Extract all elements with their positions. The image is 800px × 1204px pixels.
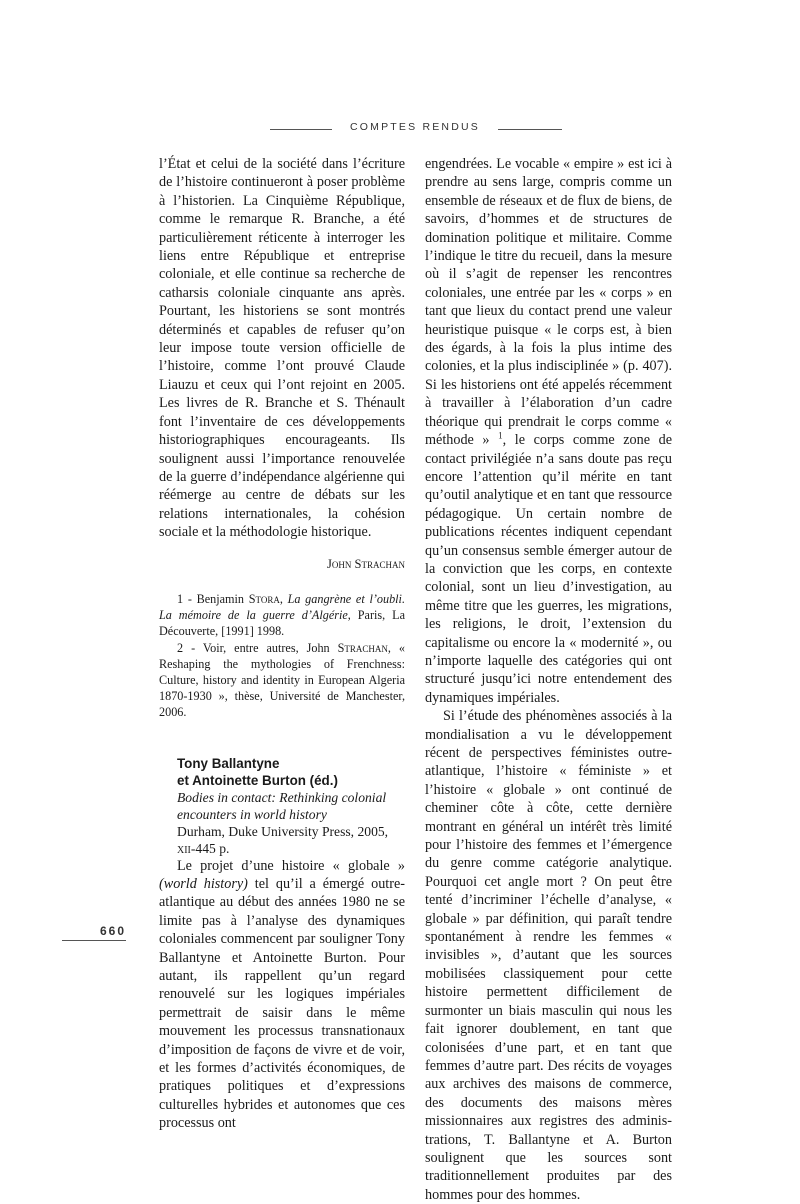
review-opening-text-2: tel qu’il a émergé outre-atlantique au début des années 1980 ne se limite pas à l’analyse des dynamiques coloniales commencent par souligner Tony Ballantyne et Antoinette Burton. Pour autant, ils rappellent qu’un regard renouvelé sur les logiques impériales permettrait de saisir dans le même mouvement les processus transnationaux d’imposition de façons de vivre et de voir, et les formes d’activités économiques, de pratiques politiques et d’expressions culturelles hybrides et autonomes que ces processus ont: [159, 875, 405, 1132]
footnote-1-title: La gangrène et l’oubli. La mémoire de la guerre d’Algérie: [159, 591, 405, 623]
book-pages: [177, 840, 405, 857]
reviewer-signature: John Strachan: [327, 556, 405, 571]
header-rule-right: [498, 129, 562, 130]
book-title: Bodies in contact: Rethinking colonial encounters in world history: [177, 789, 387, 822]
page-number-rule: [62, 940, 126, 941]
book-reference: [159, 755, 405, 857]
footnote-2-prefix: 2 - Voir, entre autres, John: [177, 640, 338, 655]
footnote-1-prefix: 1 - Benjamin: [177, 591, 249, 606]
footnote-1-rest: , Paris, La Découverte, [1991] 1998.: [159, 608, 405, 639]
footnote-ref-1: 1: [498, 430, 503, 441]
left-column: [159, 155, 405, 1133]
page-number: 660: [100, 924, 127, 938]
header-rule-left: [270, 129, 332, 130]
book-pages-rest: -445 p.: [190, 840, 230, 856]
review-opening: [159, 857, 405, 1133]
book-pages-roman: xii: [177, 840, 191, 856]
footnote-1-sep: ,: [279, 591, 288, 606]
footnote-2-author: Strachan: [337, 640, 388, 655]
review-paragraph-1: [425, 155, 672, 707]
book-publisher: Durham, Duke University Press, 2005,: [177, 823, 389, 839]
right-column: [425, 155, 672, 1204]
review-paragraph-2: Si l’étude des phénomènes associés à la mondialisation a vu le développement récent de perspectives féministes outre-atlantique, l’histoire « féministe » et l’histoire « globale » ont continué de cheminer côte à côte, cette dernière montrant en général un intérêt très limité pour l’histoire des femmes et l’émergence du genre comme catégorie analytique. Pourquoi cet angle mort ? On peut être tenté d’incriminer l’échelle d’analyse, « globale » par définition, qui paraît tendre spontanément à rendre les femmes « invisibles », d’autant que les sources mobilisées classiquement pour cette histoire permettent difficilement de surmonter un biais masculin qui nous les fait ignorer doublement, en tant que colonisées d’une part, et en tant que femmes d’autre part. Des récits de voyages aux archives des maisons de commerce, des documents des maisons mères missionnaires aux registres des administrations, T. Ballantyne et A. Burton soulignent que les sources sont traditionnellement produites par des hommes pour des hommes.: [425, 708, 672, 1203]
footnote-1: [159, 591, 405, 640]
review-opening-text-1: Le projet d’une histoire « globale »: [177, 857, 405, 874]
header-title: COMPTES RENDUS: [350, 121, 480, 133]
footnote-2: [159, 640, 405, 721]
footnotes: [159, 591, 405, 721]
review-opening-italic: (world history): [159, 875, 248, 892]
book-authors-line-1: Tony Ballantyne: [177, 755, 280, 771]
book-authors-line-2: et Antoinette Burton (éd.): [177, 772, 338, 788]
review-continuation: l’État et celui de la société dans l’écriture de l’histoire continueront à poser problème à l’historien. La Cinquième République, comme le remarque R. Branche, a été particulièrement réticente à interroger les liens entre République et entreprise coloniale, et elle continue sa recherche de catharsis coloniale cinquante ans après. Pourtant, les historiens se sont montrés déterminés et capables de refuser qu’on leur impose toute version officielle de l’histoire, comme l’ont prouvé Claude Liauzu et ceux qui l’ont rejoint en 2005. Les livres de R. Branche et S. Thénault font l’inventaire de ces développements historiographiques encourageants. Ils soulignent aussi l’importance renouvelée de la guerre d’indépendance algérienne qui réémerge au centre de débats sur les relations internationales, la cohésion sociale et la méthodologie historique.: [159, 156, 405, 541]
review-paragraph-1-text-a: engendrées. Le vocable « empire » est ici à prendre au sens large, compris comme un ensemble de réseaux et de flux de biens, de savoirs, d’hommes et de structures de domination politique et militaire. Comme l’indique le titre du recueil, dans la mesure où il s’agit de repenser les rencontres coloniales, une entrée par les « corps » en tant que lieux du contact prend une valeur heuristique puisque « le corps est, à bien des égards, à la fois la plus intime des colonies, et la plus indisciplinée » (p. 407). Si les historiens ont été appelés récemment à travailler à l’élaboration d’un cadre théorique qui prendrait le corps comme « méthode »: [425, 156, 672, 449]
running-header: [0, 121, 800, 137]
review-paragraph-1-text-b: , le corps comme zone de contact privilégiée n’a sans doute pas reçu encore l’attention qu’il mérite en tant qu’outil analytique et en tant que ressource pédagogique. Un certain nombre de publications récentes indiquent cependant qu’un consensus semble émerger autour de la conviction que les corps, en contexte colonial, sont un lieu d’investigation, au même titre que les guerres, les migrations, les religions, le droit, l’extension du capitalisme ou encore la « modernité », ou n’importe laquelle des catégories qui ont structuré jusqu’ici notre entendement des dynamiques impériales.: [425, 432, 672, 706]
footnote-1-author: Stora: [248, 591, 280, 606]
footnote-2-rest: , « Reshaping the mythologies of Frenchness: Culture, history and identity in European Algeria 1870-1930 », thèse, Université de Manchester, 2006.: [159, 640, 405, 720]
